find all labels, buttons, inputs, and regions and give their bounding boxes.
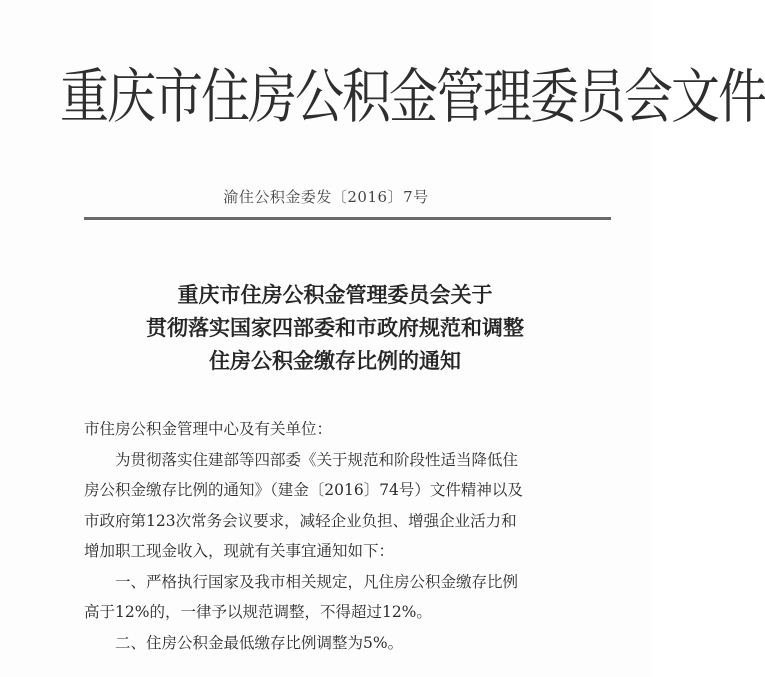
notice-title-line: 重庆市住房公积金管理委员会关于 <box>177 283 493 307</box>
addressee-line: 市住房公积金管理中心及有关单位： <box>84 420 333 438</box>
body-line: 房公积金缴存比例的通知》（建金〔2016〕74号）文件精神以及 <box>84 481 523 499</box>
document-number: 渝住公积金委发〔2016〕7号 <box>223 188 429 206</box>
issuing-organization-title: 重庆市住房公积金管理委员会文件 <box>60 63 765 132</box>
header-divider <box>84 217 611 220</box>
notice-body <box>84 414 604 658</box>
body-line: 增加职工现金收入，现就有关事宜通知如下： <box>84 542 395 560</box>
body-line: 市政府第123次常务会议要求，减轻企业负担、增强企业活力和 <box>84 511 517 530</box>
notice-title-line: 贯彻落实国家四部委和市政府规范和调整 <box>146 316 524 340</box>
body-line: 为贯彻落实住建部等四部委《关于规范和阶段性适当降低住 <box>115 450 519 469</box>
body-line: 高于12%的，一律予以规范调整，不得超过12%。 <box>84 603 432 621</box>
body-line: 二、住房公积金最低缴存比例调整为5%。 <box>115 633 404 652</box>
notice-title <box>40 279 630 378</box>
notice-title-line: 住房公积金缴存比例的通知 <box>209 349 461 373</box>
body-line: 一、严格执行国家及我市相关规定，凡住房公积金缴存比例 <box>115 572 519 591</box>
